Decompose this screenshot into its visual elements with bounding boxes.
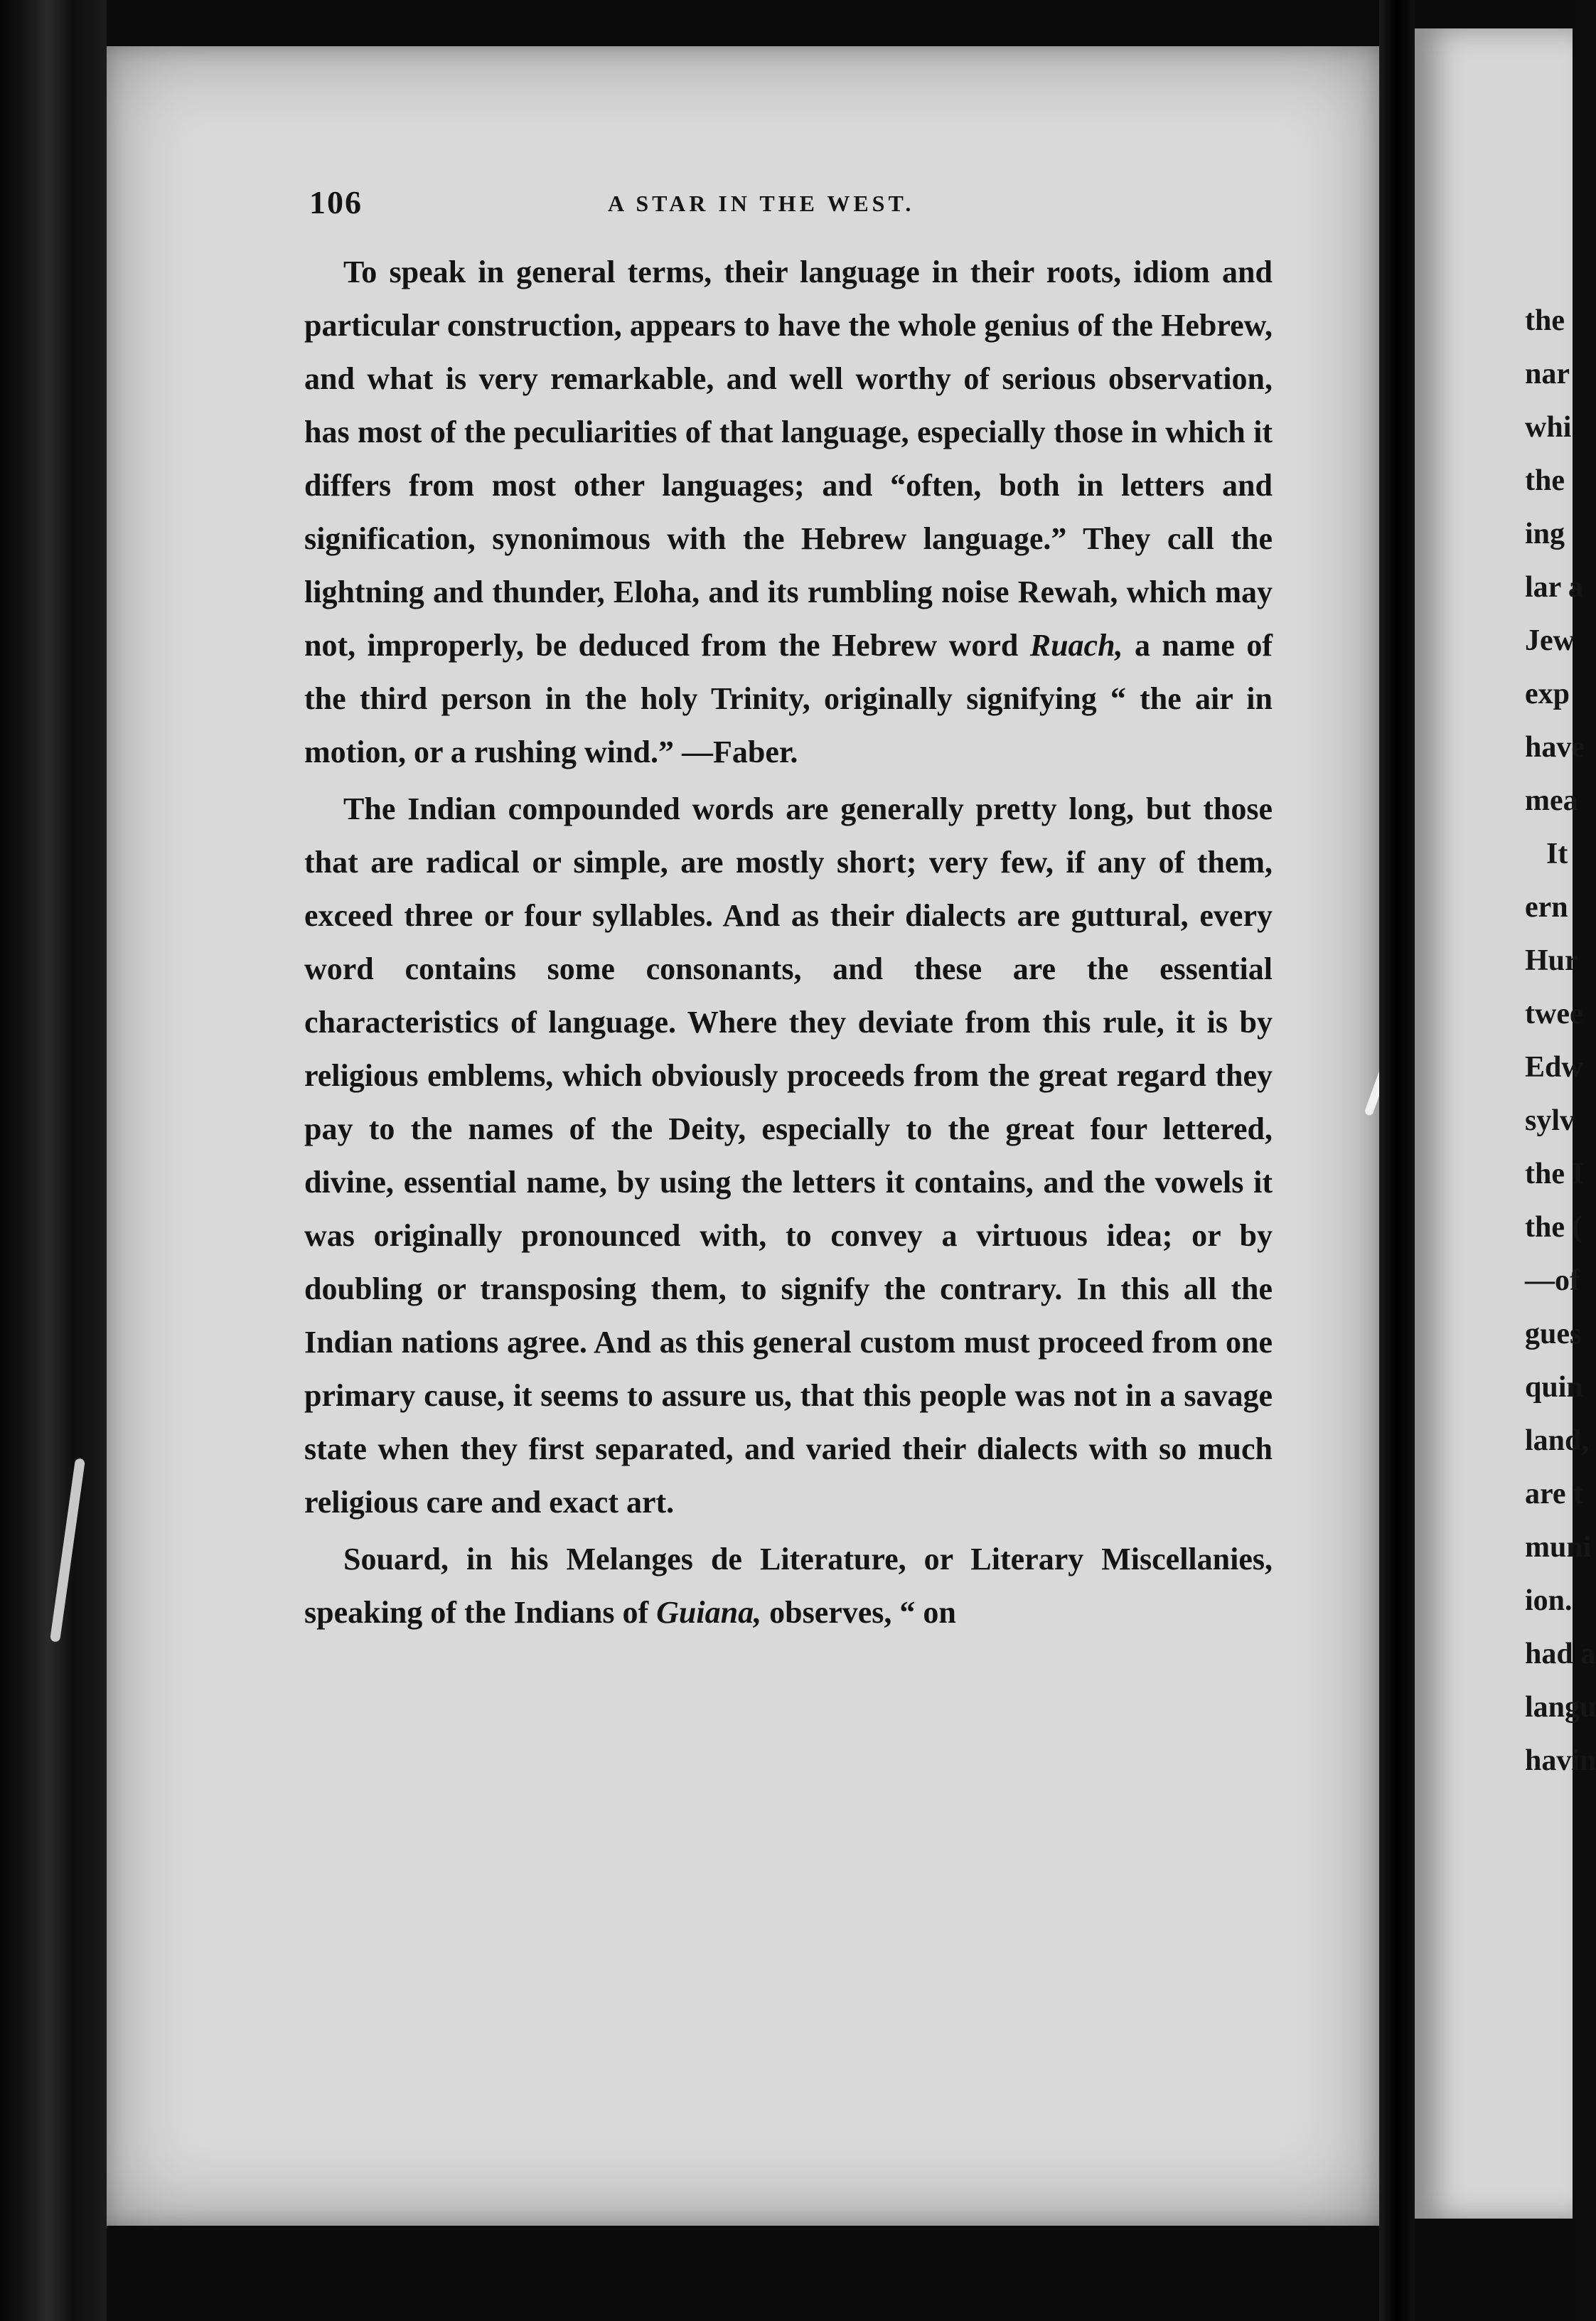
facing-page-fragment: havin bbox=[1525, 1744, 1596, 1777]
facing-page-fragment: ern bbox=[1525, 891, 1568, 924]
facing-page-fragment: lar a bbox=[1525, 571, 1584, 604]
facing-page-fragment: Jew bbox=[1525, 624, 1575, 657]
page-body bbox=[304, 245, 1273, 1643]
paragraph-1-text-b: a name of the third person in the holy Trinity, originally signifying “ the air in motion, or a rushing wind.” —Faber. bbox=[304, 628, 1273, 769]
facing-page-fragment: the ( bbox=[1525, 1211, 1582, 1244]
facing-page-fragment: sylv bbox=[1525, 1104, 1575, 1137]
running-title: A STAR IN THE WEST. bbox=[608, 191, 915, 216]
facing-page-fragment: langu bbox=[1525, 1691, 1596, 1724]
facing-page-fragment: whi bbox=[1525, 411, 1572, 444]
facing-page-fragment: ing bbox=[1525, 518, 1565, 550]
book-gutter bbox=[1379, 0, 1415, 2321]
facing-page-fragment: have bbox=[1525, 731, 1585, 764]
facing-page-fragment: the bbox=[1525, 304, 1565, 337]
page-number: 106 bbox=[309, 184, 363, 220]
facing-page-fragment: nar bbox=[1525, 358, 1570, 390]
paragraph-1-italic-word: Ruach, bbox=[1029, 628, 1123, 663]
facing-page-fragment: Edw bbox=[1525, 1051, 1583, 1084]
facing-page-edge bbox=[1415, 28, 1596, 2219]
facing-page-fragment: gues bbox=[1525, 1318, 1582, 1350]
paragraph-3-italic-word: Guiana, bbox=[656, 1595, 762, 1630]
facing-page-fragment: the bbox=[1525, 464, 1565, 497]
facing-page-fragment: ion. bbox=[1525, 1584, 1573, 1617]
facing-page-fragment: the I bbox=[1525, 1158, 1584, 1190]
page-header bbox=[309, 183, 1255, 219]
facing-page-fragment: had a bbox=[1525, 1638, 1596, 1670]
paragraph-3-text-b: observes, “ on bbox=[769, 1595, 956, 1630]
facing-page-fragment: exp bbox=[1525, 678, 1570, 710]
facing-page-fragment: are t bbox=[1525, 1478, 1584, 1510]
facing-page-fragment: mea bbox=[1525, 784, 1578, 817]
paragraph-2: The Indian compounded words are generally pretty long, but those that are radical or simple, are mostly short; very few, if any of them, exceed three or four syllables. And as their dialects are guttural, every word contains some consonants, and these are the essential characteristics of language. Where they deviate from this rule, it is by religious emblems, which obviously proceeds from the great regard they pay to the names of the Deity, especially to the great four lettered, divine, essential name, by using the letters it contains, and the vowels it was originally pronounced with, to convey a virtuous idea; or by doubling or transposing them, to signify the contrary. In this all the Indian nations agree. And as this general custom must proceed from one primary cause, it seems to assure us, that this people was not in a savage state when they first separated, and varied their dialects with so much religious care and exact art. bbox=[304, 791, 1273, 1520]
facing-page-fragment: Hur bbox=[1525, 944, 1578, 977]
paragraph-3-text-a: Souard, in his Melanges de Literature, or Literary Miscellanies, speaking of the Indians of bbox=[304, 1542, 1273, 1630]
facing-page-fragment: twee bbox=[1525, 998, 1583, 1030]
facing-page-fragment: It bbox=[1546, 838, 1568, 870]
facing-page-fragment: muni bbox=[1525, 1531, 1592, 1564]
paragraph-3 bbox=[304, 1532, 1273, 1639]
book-spine-left bbox=[0, 0, 107, 2321]
facing-page-fragment: land, bbox=[1525, 1424, 1589, 1457]
facing-page-fragment: quin bbox=[1525, 1371, 1583, 1404]
paragraph-1 bbox=[304, 245, 1273, 779]
paragraph-1-text-a: To speak in general terms, their language in their roots, idiom and particular construction, appears to have the whole genius of the Hebrew, and what is very remarkable, and well worthy of serious observation, has most of the peculiarities of that language, especially those in which it differs from most other languages; and “often, both in letters and signification, synonimous with the Hebrew language.” They call the lightning and thunder, Eloha, and its rumbling noise Rewah, which may not, improperly, be deduced from the Hebrew word bbox=[304, 255, 1273, 663]
facing-page-fragment: —of bbox=[1525, 1264, 1580, 1297]
